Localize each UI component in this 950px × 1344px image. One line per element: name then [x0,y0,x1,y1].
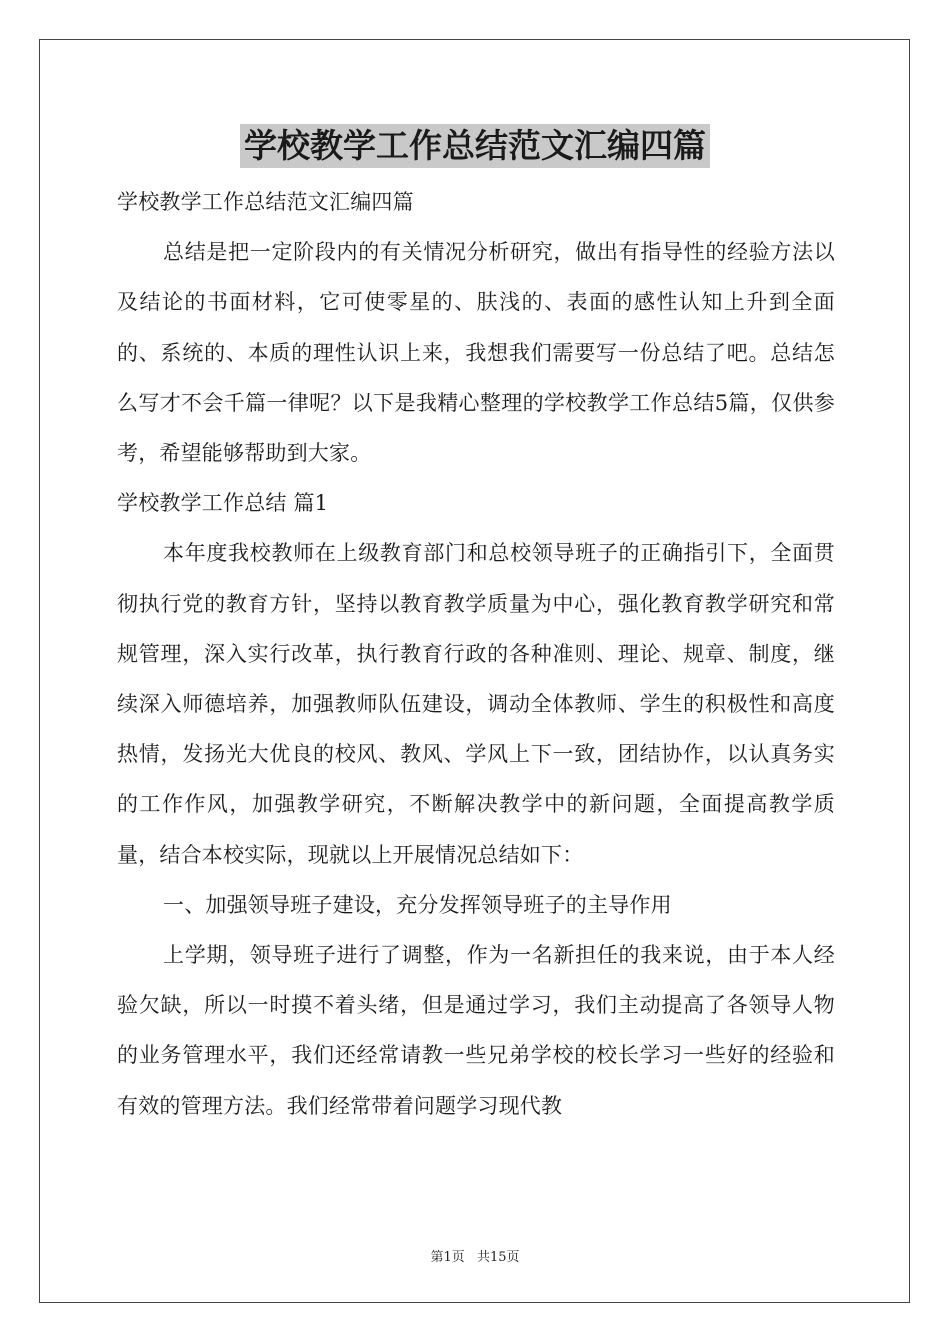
title-wrap [0,124,950,168]
paragraph: 上学期，领导班子进行了调整，作为一名新担任的我来说，由于本人经验欠缺，所以一时摸不着头绪，但是通过学习，我们主动提高了各领导人物的业务管理水平，我们还经常请教一些兄弟学校的校长学习一些好的经验和有效的管理方法。我们经常带着问题学习现代教 [117,943,835,1118]
paragraph: 总结是把一定阶段内的有关情况分析研究，做出有指导性的经验方法以及结论的书面材料，它可使零星的、肤浅的、表面的感性认知上升到全面的、系统的、本质的理性认识上来，我想我们需要写一份总结了吧。总结怎么写才不会千篇一律呢？以下是我精心整理的学校教学工作总结5篇，仅供参考，希望能够帮助到大家。 [117,240,835,466]
page-total: 共15页 [476,1250,520,1265]
document-subtitle: 学校教学工作总结范文汇编四篇 [117,190,414,214]
section-heading: 学校教学工作总结 篇1 [117,491,329,516]
paragraph: 一、加强领导班子建设，充分发挥领导班子的主导作用 [163,892,672,917]
page-footer [0,1246,950,1265]
document-body [117,177,835,1131]
paragraph: 本年度我校教师在上级教育部门和总校领导班子的正确指引下，全面贯彻执行党的教育方针，坚持以教育教学质量为中心，强化教育教学研究和常规管理，深入实行改革，执行教育行政的各种准则、理论、规章、制度，继续深入师德培养，加强教师队伍建设，调动全体教师、学生的积极性和高度热情，发扬光大优良的校风、教风、学风上下一致，团结协作，以认真务实的工作作风，加强教学研究，不断解决教学中的新问题，全面提高教学质量，结合本校实际，现就以上开展情况总结如下： [117,541,835,867]
page-number: 第1页 [430,1250,465,1265]
document-title: 学校教学工作总结范文汇编四篇 [240,124,710,168]
